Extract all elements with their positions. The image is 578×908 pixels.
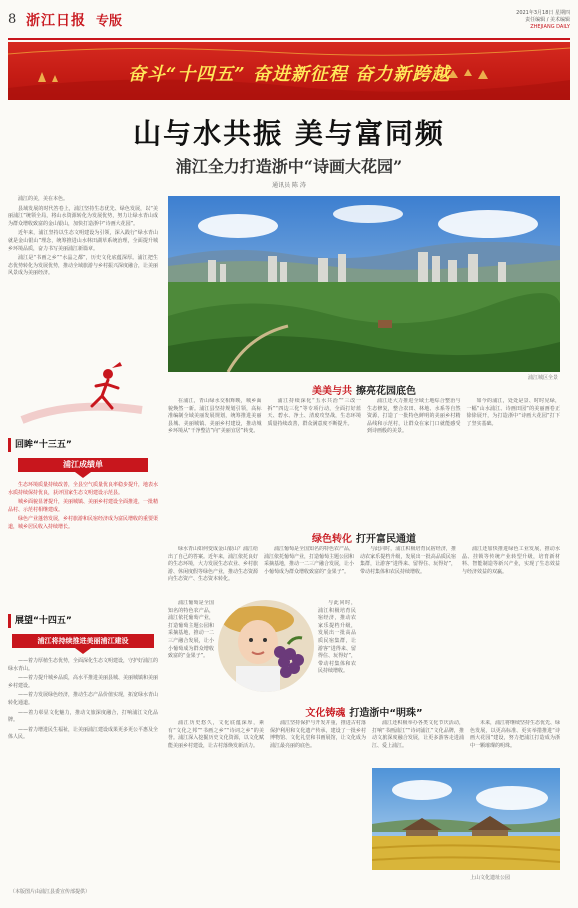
section-paragraph: 浦江坚持保护与开发并重，推进古村落保护利用和文化遗产传承，建设了一批乡村博物馆、文化礼堂和书画展馆，让文化成为浦江最亮丽的底色。 (270, 720, 366, 749)
theme-banner (8, 42, 570, 100)
review-paragraph: 城乡面貌显著提升，美丽城镇、美丽乡村建设全面推进，一批精品村、示范村相继建成。 (8, 499, 159, 513)
review-paragraph: 绿色产业蓬勃发展，乡村旅游和民宿经济成为富民增收的重要渠道，城乡居民收入持续增长。 (8, 516, 159, 530)
masthead (8, 6, 570, 40)
article-byline: 通讯员 陈 涛 (272, 182, 306, 189)
section-2-column (318, 600, 356, 696)
page-number: 8 (8, 12, 17, 27)
section-column (268, 398, 362, 522)
issue-date: 2021年3月18日 星期四 (516, 10, 570, 16)
outlook-item: ——着力增进民生福祉，让美丽浦江建设成果更多更公平惠及全体人民。 (8, 726, 159, 741)
runner-icon (12, 360, 152, 430)
runner-illustration (12, 360, 152, 430)
section-2-column (168, 600, 214, 696)
section-heading-3 (168, 704, 560, 719)
article-subheadline: 浦江全力打造浙中“诗画大花园” (175, 157, 403, 176)
issue-editor: 责任编辑 / 美术编辑 (525, 17, 570, 23)
sidebar-box-review-text (8, 482, 158, 532)
section-2-column (264, 546, 354, 596)
intro-paragraph: 县域发展的时代答卷上，浦江坚持生态优先、绿色发展，以“美丽浦江”统领全局，将山水资源转化为发展优势，努力让绿水青山成为群众增收致富的金山银山，加快打造浙中“诗画大花园”。 (8, 205, 158, 227)
city-landscape-photo (168, 196, 560, 372)
intro-paragraph: 浦江是“书画之乡”“水晶之都”，历史文化底蕴深厚。浦江把生态优势转化为发展优势，推动全域旅游与乡村振兴深度融合，让美丽风景成为美丽经济。 (8, 255, 159, 277)
issue-meta (516, 10, 570, 31)
section-paragraph: 浦江还积极举办各类文化节庆活动，打响“书画浦江”“诗词浦江”文化品牌，推动文旅深度融合发展，让更多游客走进浦江、爱上浦江。 (372, 720, 464, 749)
city-landscape-image (168, 196, 560, 372)
photo-credit-note: （本版图片由浦江县委宣传部提供） (10, 889, 91, 895)
outlook-item: ——着力发展绿色经济，推动生态产品价值实现，拓宽绿水青山转化通道。 (8, 692, 159, 706)
sidebar-box-review-title: 浦江成绩单 (18, 458, 148, 472)
intro-text (8, 196, 158, 280)
section-2-column (462, 546, 560, 696)
outlook-item: ——着力彰显文化魅力，推动文旅深度融合，打响浦江文化品牌。 (8, 709, 158, 724)
section-paragraph: 如今的浦江，处处是景、时时见绿，一幅“山水浦江、诗画田园”的美丽画卷正徐徐展开，为打造浙中“诗画大花园”打下了坚实基础。 (466, 398, 560, 427)
section-heading-1 (168, 382, 560, 397)
section-2-column (168, 546, 258, 596)
issue-english-name: ZHEJIANG DAILY (530, 24, 570, 30)
review-paragraph: 生态环境质量持续改善，全县空气质量优良率稳步提升，地表水水质持续保持优良，获评国家生态文明建设示范县。 (8, 482, 159, 496)
section-paragraph: 浦江持续深化“五水共治”“三改一拆”“四边三化”等专项行动，全面打好蓝天、碧水、净土、清废攻坚战，生态环境质量持续改善，群众满意度不断提升。 (267, 398, 361, 427)
newspaper-logo: 浙江日报 (26, 13, 86, 29)
sidebar-box-outlook (8, 614, 158, 744)
sidebar-box-review (8, 438, 158, 534)
sidebar-box-outlook-header: 展望“十四五” (8, 614, 158, 628)
section-keyword: 美美与共 (312, 386, 352, 397)
section-paragraph: 绿水青山如何变成金山银山？浦江给出了自己的答案。近年来，浦江依托良好的生态环境，大力发展生态农业、乡村旅游、休闲度假等绿色产业，推动生态资源向生态资产、生态资本转化。 (168, 546, 258, 583)
outlook-item: ——着力厚植生态优势，全面深化生态文明建设，守护好浦江的绿水青山。 (8, 658, 159, 672)
heritage-park-image (372, 768, 560, 870)
section-title: 打造浙中“明珠” (349, 708, 423, 719)
section-paragraph: 浦江历史悠久，文化底蕴深厚，素有“文化之邦”“书画之乡”“诗词之乡”的美誉。浦江深入挖掘历史文化资源，以文化赋能美丽乡村建设，让古村落焕发新活力。 (168, 720, 264, 749)
banner-slogan: 奋斗“十四五” 奋进新征程 奋力新跨越 (127, 64, 451, 85)
outlook-item: ——着力提升城乡品质，高水平推进美丽县城、美丽城镇和美丽乡村建设。 (8, 675, 159, 689)
section-label: 专版 (96, 14, 123, 29)
section-paragraph: 浦江还大力推进全域土地综合整治与生态修复，整合农田、林地、水系等自然资源，打造了一批特色鲜明的美丽乡村精品线和示范村，让群众在家门口就能感受到诗画般的美景。 (367, 398, 461, 435)
sidebar-box-outlook-text (8, 658, 158, 742)
section-column (168, 398, 262, 522)
section-paragraph: 浦江葡萄是全国知名的特色农产品，浦江依托葡萄产业，打造葡萄主题公园和采摘基地，推动一二三产融合发展，让小小葡萄成为群众增收致富的“金果子”。 (264, 546, 354, 575)
section-3-column (470, 720, 560, 764)
article-headline: 山与水共振 美与富同频 (133, 117, 445, 150)
girl-with-grapes-photo (218, 600, 314, 692)
intro-paragraph: 浦江的美，美在本色。 (18, 196, 69, 202)
section-heading-2 (168, 530, 560, 545)
section-3-column (168, 720, 264, 880)
sidebar-box-outlook-title: 浦江将持续推进美丽浦江建设 (12, 634, 154, 648)
section-keyword: 文化铸魂 (305, 708, 346, 719)
sidebar-box-review-header: 回眸“十三五” (8, 438, 158, 452)
section-paragraph: 未来，浦江将继续坚持生态优先、绿色发展，以更高标准、更实举措推进“诗画大花园”建设，努力把浦江打造成为浙中一颗璀璨的明珠。 (470, 720, 560, 749)
section-2-column (360, 546, 456, 696)
section-body-1 (168, 398, 560, 522)
section-3-column (372, 720, 464, 764)
section-title: 打开富民通道 (356, 534, 416, 545)
section-paragraph: 与此同时，浦江积极培育民宿经济，推动农家乐提档升级，发展出一批高品质民宿集群，让游客“进得来、留得住、玩得好”，带动村集体和农民持续增收。 (318, 600, 356, 675)
section-paragraph: 浦江还加快推进绿色工业发展，推动水晶、挂锁等传统产业转型升级，培育新材料、智能制造等新兴产业，实现了生态效益与经济效益的双赢。 (462, 546, 560, 575)
intro-paragraph: 近年来，浦江坚持以生态文明建设为引领，深入践行“绿水青山就是金山银山”理念，统筹推进山水林田湖草系统治理，全面提升城乡环境品质，奋力书写美丽浦江新篇章。 (8, 230, 158, 252)
section-paragraph: 与此同时，浦江积极培育民宿经济，推动农家乐提档升级，发展出一批高品质民宿集群，让游客“进得来、留得住、玩得好”，带动村集体和农民持续增收。 (360, 546, 456, 575)
section-paragraph: 在浦江，青山绿水交相辉映，城乡面貌焕然一新。浦江县坚持规划引领，高标准编制全域美丽发展规划，统筹推进美丽县城、美丽城镇、美丽乡村建设，推动城乡环境从“干净整洁”向“美丽宜居”转变。 (168, 398, 262, 435)
girl-with-grapes-image (218, 600, 314, 692)
photo3-caption: 上山文化遗址公园 (470, 875, 511, 881)
section-column (467, 398, 561, 522)
section-keyword: 绿色转化 (312, 534, 352, 545)
heritage-park-photo (372, 768, 560, 870)
section-3-column (270, 720, 366, 880)
section-column (367, 398, 461, 522)
section-paragraph: 浦江葡萄是全国知名的特色农产品，浦江依托葡萄产业，打造葡萄主题公园和采摘基地，推动一二三产融合发展，让小小葡萄成为群众增收致富的“金果子”。 (168, 600, 214, 660)
section-title: 擦亮花园底色 (356, 386, 416, 397)
photo1-caption: 浦江城区全景 (528, 375, 559, 381)
